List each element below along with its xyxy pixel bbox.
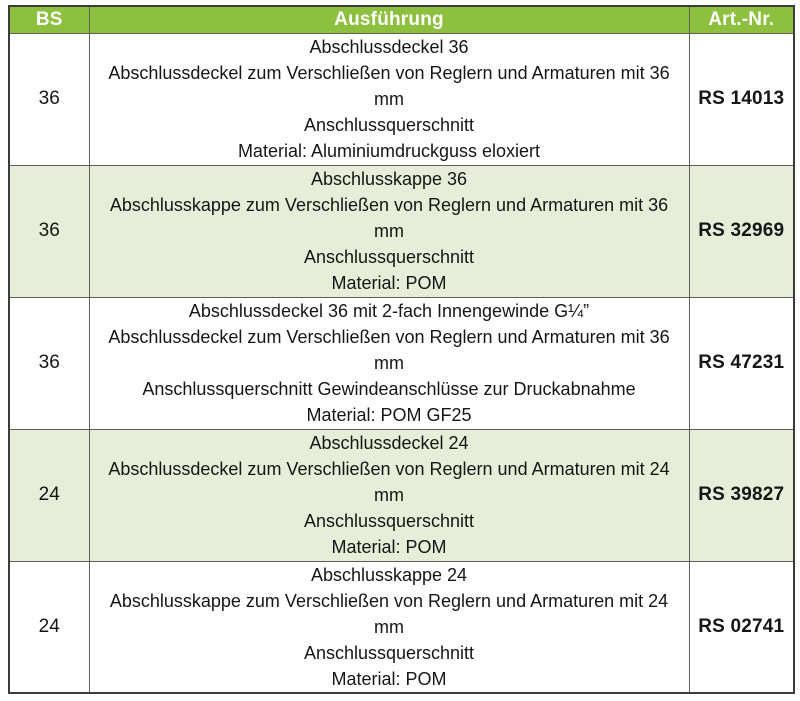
product-description: Anschlussquerschnitt: [303, 511, 475, 531]
art-nr-value: RS 47231: [689, 297, 794, 429]
product-description: Anschlussquerschnitt: [303, 642, 475, 663]
product-title: Abschlussdeckel 36: [309, 37, 469, 57]
ausfuehrung-cell: [89, 297, 689, 429]
product-title: Abschlusskappe 24: [310, 564, 468, 585]
product-material: Material: POM: [331, 668, 447, 689]
header-art-nr: Art.-Nr.: [689, 6, 794, 33]
product-material: Material: POM: [331, 273, 447, 293]
ausfuehrung-cell: [89, 561, 689, 693]
bs-value: 24: [9, 429, 89, 561]
art-nr-value: RS 39827: [689, 429, 794, 561]
product-material: Material: Aluminiumdruckguss eloxiert: [237, 141, 541, 161]
bs-value: 36: [9, 297, 89, 429]
art-nr-value: RS 02741: [689, 561, 794, 693]
ausfuehrung-cell: [89, 165, 689, 297]
product-description: Anschlussquerschnitt: [303, 115, 475, 135]
art-nr-value: RS 14013: [689, 33, 794, 165]
ausfuehrung-cell: [89, 429, 689, 561]
table-row: [9, 165, 794, 297]
product-description: Anschlussquerschnitt: [303, 247, 475, 267]
bs-value: 36: [9, 165, 89, 297]
product-title: Abschlussdeckel 24: [309, 433, 469, 453]
table-header: [9, 6, 794, 33]
ausfuehrung-cell: [89, 33, 689, 165]
product-description: mm: [374, 221, 404, 241]
product-description: mm: [374, 616, 404, 637]
header-ausfuehrung: Ausführung: [89, 6, 689, 33]
table-row: [9, 297, 794, 429]
product-description: Abschlusskappe zum Verschließen von Reglern und Armaturen mit 36: [109, 195, 669, 215]
header-row: [9, 6, 794, 33]
product-table: [8, 5, 795, 694]
product-description: Abschlussdeckel zum Verschließen von Reglern und Armaturen mit 24: [108, 459, 670, 479]
product-title: Abschlusskappe 36: [310, 169, 468, 189]
product-description: Abschlussdeckel zum Verschließen von Reglern und Armaturen mit 36: [108, 63, 670, 83]
table-row: [9, 561, 794, 693]
product-material: Material: POM: [331, 537, 447, 557]
product-description: Anschlussquerschnitt Gewindeanschlüsse zur Druckabnahme: [142, 379, 636, 399]
table-row: [9, 33, 794, 165]
bs-value: 36: [9, 33, 89, 165]
table-row: [9, 429, 794, 561]
product-description: mm: [374, 485, 404, 505]
product-material: Material: POM GF25: [306, 405, 472, 425]
product-title: Abschlussdeckel 36 mit 2-fach Innengewinde G¼”: [188, 301, 590, 321]
art-nr-value: RS 32969: [689, 165, 794, 297]
bs-value: 24: [9, 561, 89, 693]
product-description: mm: [374, 353, 404, 373]
product-description: Abschlusskappe zum Verschließen von Reglern und Armaturen mit 24: [109, 590, 669, 611]
product-description: mm: [374, 89, 404, 109]
header-bs: BS: [9, 6, 89, 33]
product-description: Abschlussdeckel zum Verschließen von Reglern und Armaturen mit 36: [108, 327, 670, 347]
